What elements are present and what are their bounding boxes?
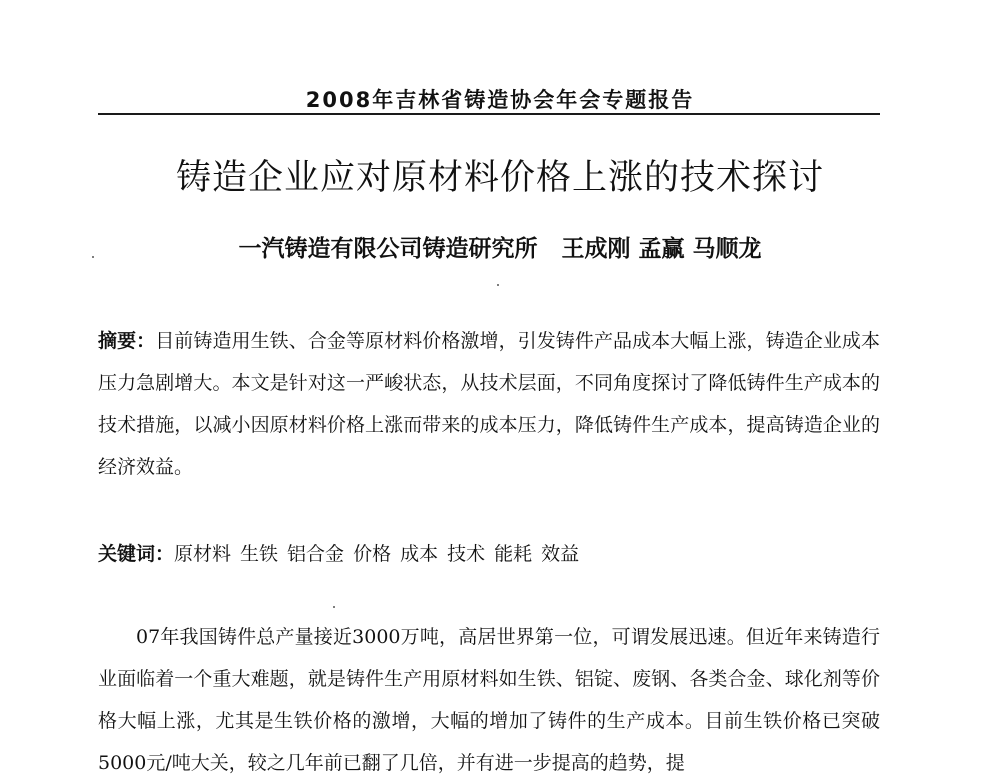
abstract-label: 摘要： <box>98 330 156 352</box>
keyword: 成本 <box>400 543 439 565</box>
scan-speck <box>92 256 94 258</box>
scan-speck <box>333 606 335 608</box>
keyword: 能耗 <box>494 543 533 565</box>
keyword: 原材料 <box>174 543 232 565</box>
keyword: 价格 <box>353 543 392 565</box>
header-rule <box>98 113 880 115</box>
body-paragraph: 07年我国铸件总产量接近3000万吨，高居世界第一位，可谓发展迅速。但近年来铸造行业面临着一个重大难题，就是铸件生产用原材料如生铁、铝锭、废钢、各类合金、球化剂等价格大幅上涨，尤其是生铁价格的激增，大幅的增加了铸件的生产成本。目前生铁价格已突破5000元/吨大关，较之几年前已翻了几倍，并有进一步提高的趋势，提 <box>98 626 880 774</box>
abstract-text: 目前铸造用生铁、合金等原材料价格激增，引发铸件产品成本大幅上涨，铸造企业成本压力急剧增大。本文是针对这一严峻状态，从技术层面，不同角度探讨了降低铸件生产成本的技术措施，以减小因原材料价格上涨而带来的成本压力，降低铸件生产成本，提高铸造企业的经济效益。 <box>98 330 880 478</box>
abstract <box>98 320 880 488</box>
keywords <box>98 533 880 575</box>
keyword: 铝合金 <box>287 543 345 565</box>
running-header: 2008年吉林省铸造协会年会专题报告 <box>305 88 695 112</box>
article-title: 铸造企业应对原材料价格上涨的技术探讨 <box>175 158 824 198</box>
scan-speck <box>497 284 499 286</box>
keyword: 生铁 <box>240 543 279 565</box>
author-byline: 一汽铸造有限公司铸造研究所 王成刚 孟赢 马顺龙 <box>238 235 762 262</box>
keyword: 技术 <box>447 543 486 565</box>
keyword: 效益 <box>541 543 580 565</box>
keywords-label: 关键词： <box>98 543 175 565</box>
